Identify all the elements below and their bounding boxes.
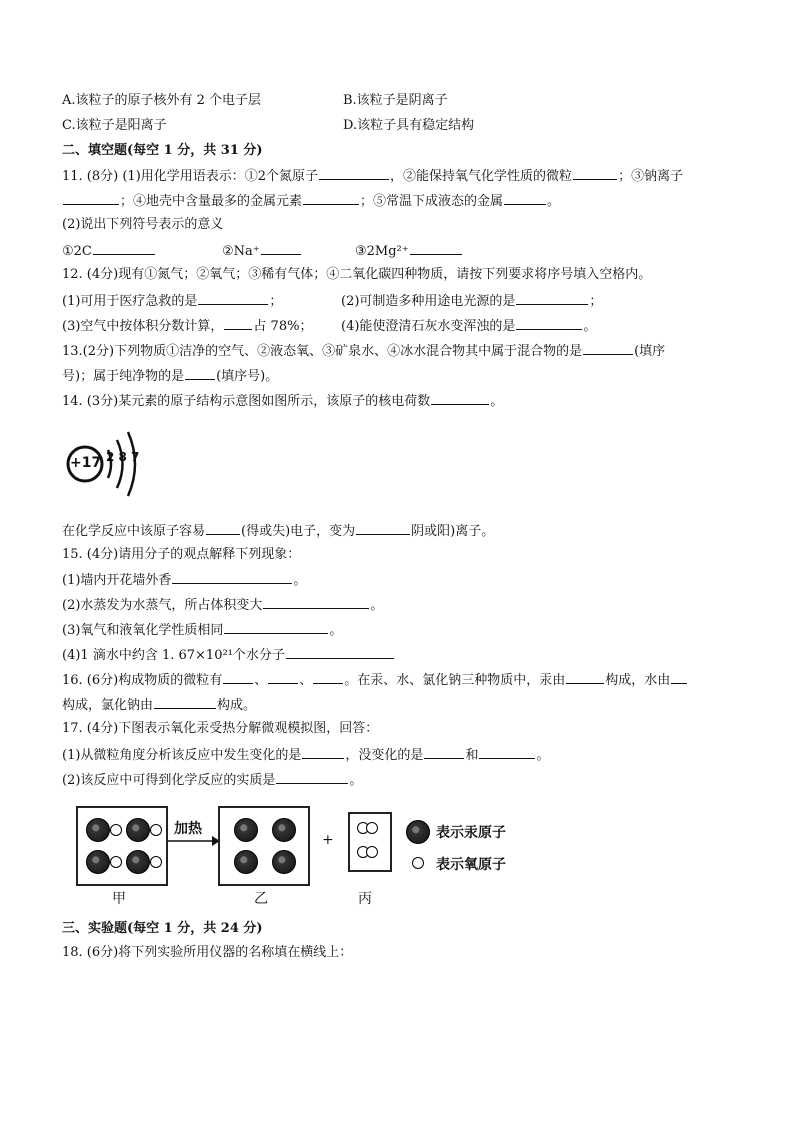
- label-yi: 乙: [254, 891, 268, 907]
- answer-blank[interactable]: [504, 191, 546, 205]
- answer-blank[interactable]: [172, 570, 292, 584]
- answer-blank[interactable]: [63, 191, 119, 205]
- answer-blank[interactable]: [431, 391, 489, 405]
- legend-oxygen-label: 表示氧原子: [436, 857, 506, 873]
- answer-blank[interactable]: [302, 745, 344, 759]
- q15-p1: (1)墙内开花墙外香 。: [62, 570, 306, 590]
- answer-blank[interactable]: [185, 366, 215, 380]
- q12-p2: (2)可制造多种用途电光源的是 ；: [341, 291, 602, 311]
- box-mercury: [218, 806, 310, 886]
- q17-line1: 17. (4分)下图表示氧化汞受热分解微观模拟图，回答：: [62, 721, 379, 736]
- nucleus-charge: +17: [70, 455, 102, 471]
- answer-blank[interactable]: [224, 620, 328, 634]
- answer-blank[interactable]: [198, 291, 268, 305]
- mercury-atom-icon: [86, 850, 110, 874]
- answer-blank[interactable]: [154, 695, 216, 709]
- q13-line2: 号)；属于纯净物的是 (填序号)。: [62, 366, 278, 386]
- answer-blank[interactable]: [424, 745, 464, 759]
- oxygen-atom-icon: [110, 824, 122, 836]
- mercury-atom-icon: [234, 818, 258, 842]
- decomposition-diagram: [76, 802, 536, 912]
- mercury-atom-icon: [272, 850, 296, 874]
- answer-blank[interactable]: [516, 316, 582, 330]
- q17-p2: (2)该反应中可得到化学反应的实质是 。: [62, 770, 362, 790]
- answer-blank[interactable]: [479, 745, 535, 759]
- answer-blank[interactable]: [93, 241, 155, 255]
- reaction-arrow-icon: [168, 834, 220, 848]
- answer-blank[interactable]: [516, 291, 588, 305]
- legend-mercury-icon: [406, 820, 430, 844]
- option-c: C.该粒子是阳离子: [62, 118, 167, 133]
- q17-p1: (1)从微粒角度分析该反应中发生变化的是 ，没变化的是 和 。: [62, 745, 549, 765]
- oxygen-atom-icon: [150, 856, 162, 868]
- oxygen-atom-icon: [366, 846, 378, 858]
- mercury-atom-icon: [272, 818, 296, 842]
- answer-blank[interactable]: [224, 316, 252, 330]
- option-d: D.该粒子具有稳定结构: [343, 118, 475, 133]
- answer-blank[interactable]: [276, 770, 348, 784]
- q15-p3: (3)氧气和液氧化学性质相同 。: [62, 620, 342, 640]
- q11-sym2: ②Na⁺: [222, 241, 302, 261]
- answer-blank[interactable]: [268, 670, 298, 684]
- answer-blank[interactable]: [303, 191, 359, 205]
- box-reactant: [76, 806, 168, 886]
- answer-blank[interactable]: [583, 341, 633, 355]
- section-2-title: 二、填空题(每空 1 分，共 31 分): [62, 143, 263, 158]
- answer-blank[interactable]: [263, 595, 369, 609]
- mercury-atom-icon: [86, 818, 110, 842]
- answer-blank[interactable]: [313, 670, 343, 684]
- q11-line3: (2)说出下列符号表示的意义: [62, 217, 224, 232]
- answer-blank[interactable]: [410, 241, 462, 255]
- electron-shells: 2 8 7: [106, 450, 141, 464]
- oxygen-atom-icon: [366, 822, 378, 834]
- q13-line1: 13.(2分)下列物质①洁净的空气、②液态氧、③矿泉水、④冰水混合物其中属于混合物的是 (填序: [62, 341, 665, 361]
- q16-line1: 16. (6分)构成物质的微粒有 、 、 。在汞、水、氯化钠三种物质中，汞由 构成，水由: [62, 670, 688, 690]
- q14-line2: 在化学反应中该原子容易 (得或失)电子，变为 阴或阳)离子。: [62, 521, 494, 541]
- label-jia: 甲: [112, 891, 126, 907]
- q12-line1: 12. (4分)现有①氮气；②氧气；③稀有气体；④二氧化碳四种物质，请按下列要求将序号填入空格内。: [62, 267, 652, 282]
- answer-blank[interactable]: [286, 645, 394, 659]
- q11-sym1: ①2C: [62, 241, 156, 261]
- q12-p3: (3)空气中按体积分数计算， 占 78%；: [62, 316, 312, 336]
- q18-line: 18. (6分)将下列实验所用仪器的名称填在横线上：: [62, 945, 353, 960]
- heat-label: 加热: [174, 821, 202, 837]
- answer-blank[interactable]: [671, 670, 687, 684]
- q12-p4: (4)能使澄清石灰水变浑浊的是 。: [341, 316, 596, 336]
- answer-blank[interactable]: [261, 241, 301, 255]
- section-3-title: 三、实验题(每空 1 分，共 24 分): [62, 921, 263, 936]
- answer-blank[interactable]: [206, 521, 240, 535]
- mercury-atom-icon: [126, 818, 150, 842]
- plus-sign: +: [322, 832, 334, 848]
- option-b: B.该粒子是阴离子: [343, 93, 448, 108]
- answer-blank[interactable]: [573, 166, 617, 180]
- q11-line1: 11. (8分) (1)用化学用语表示：①2个氮原子 ，②能保持氧气化学性质的微粒 ；③钠离子: [62, 166, 683, 186]
- option-a: A.该粒子的原子核外有 2 个电子层: [62, 93, 262, 108]
- label-bing: 丙: [358, 891, 372, 907]
- answer-blank[interactable]: [356, 521, 410, 535]
- answer-blank[interactable]: [566, 670, 604, 684]
- answer-blank[interactable]: [319, 166, 389, 180]
- answer-blank[interactable]: [223, 670, 253, 684]
- legend-oxygen-icon: [412, 857, 424, 869]
- mercury-atom-icon: [126, 850, 150, 874]
- q16-line2: 构成，氯化钠由 构成。: [62, 695, 256, 715]
- box-oxygen: [348, 812, 392, 872]
- q11-sym3: ③2Mg²⁺: [355, 241, 463, 261]
- legend-mercury-label: 表示汞原子: [436, 825, 506, 841]
- q15-p2: (2)水蒸发为水蒸气，所占体积变大 。: [62, 595, 383, 615]
- q12-p1: (1)可用于医疗急救的是 ；: [62, 291, 282, 311]
- q15-line1: 15. (4分)请用分子的观点解释下列现象：: [62, 547, 301, 562]
- q11-line2: ；④地壳中含量最多的金属元素 ；⑤常温下成液态的金属 。: [62, 191, 560, 211]
- oxygen-atom-icon: [150, 824, 162, 836]
- oxygen-atom-icon: [110, 856, 122, 868]
- mercury-atom-icon: [234, 850, 258, 874]
- atomic-structure-diagram: [62, 428, 152, 500]
- q14-line1: 14. (3分)某元素的原子结构示意图如图所示，该原子的核电荷数 。: [62, 391, 503, 411]
- q15-p4: (4)1 滴水中约含 1. 67×10²¹个水分子: [62, 645, 395, 665]
